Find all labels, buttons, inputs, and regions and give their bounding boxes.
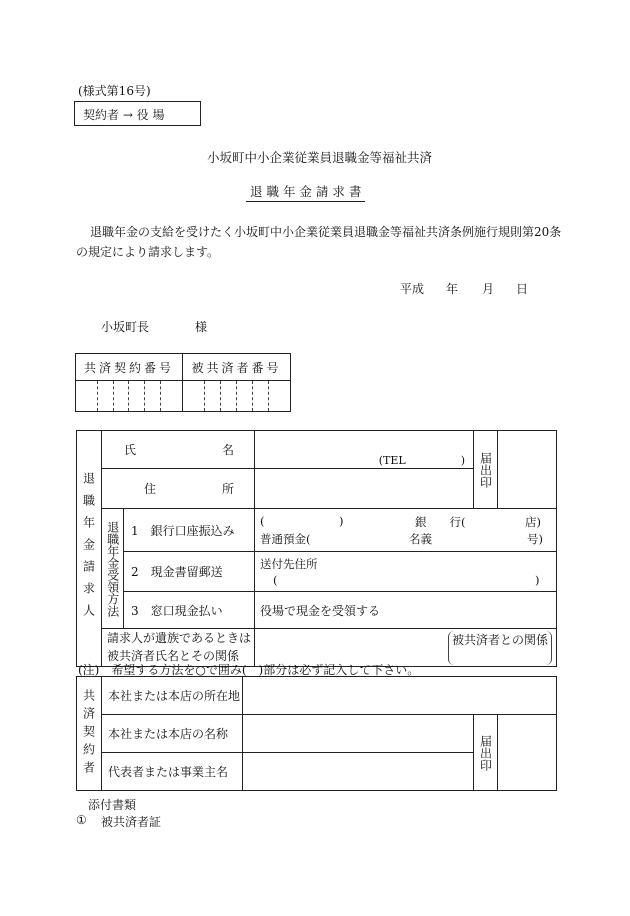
contractor-table: [76, 676, 557, 791]
name-field[interactable]: [255, 431, 474, 469]
contractor-seal-box[interactable]: [498, 715, 557, 791]
insured-number-label: 被共済者番号: [183, 354, 291, 381]
mail-address-field[interactable]: 送付先住所 ( ): [255, 552, 557, 592]
claimant-seal-box[interactable]: [498, 431, 557, 509]
contract-number-field[interactable]: [76, 381, 183, 412]
contractor-rep-field[interactable]: [243, 753, 474, 791]
date-year: 年: [446, 282, 459, 296]
contractor-location-field[interactable]: [243, 677, 557, 715]
attachments-label: 添付書類: [88, 798, 137, 812]
note: (注) 希望する方法を○で囲み( )部分は必ず記入して下さい。: [78, 663, 420, 677]
form-title: 退 職 年 金 請 求 書: [246, 182, 365, 202]
tel-label: (TEL ): [378, 453, 465, 467]
date-month: 月: [482, 282, 495, 296]
routing-box: [74, 101, 201, 126]
address-label: 住 所: [102, 469, 255, 509]
attachment-1-number: ①: [76, 813, 87, 827]
method3-label: 3 窓口現金払い: [124, 592, 255, 629]
contractor-company-field[interactable]: [243, 715, 474, 753]
contractor-company-label: 本社または本店の名称: [102, 715, 243, 753]
claimant-section-label: 退職年金請求人: [77, 431, 102, 667]
method-label: 退職年金受領方法: [102, 509, 124, 629]
contract-number-label: 共済契約番号: [76, 354, 183, 381]
contractor-section-label: 共済契約者: [77, 677, 102, 791]
heir-label: 請求人が遺族であるときは 被共済者氏名とその関係: [102, 629, 255, 667]
addressee-honorific: 様: [195, 320, 208, 334]
method2-label: 2 現金書留郵送: [124, 552, 255, 592]
body-line-1: 退職年金の支給を受けたく小坂町中小企業従業員退職金等福祉共済条例施行規則第20条: [90, 225, 562, 239]
date-era: 平成: [400, 282, 425, 296]
name-label: 氏 名: [102, 431, 255, 469]
body-line-2: の規定により請求します。: [76, 245, 220, 259]
insured-number-field[interactable]: [183, 381, 291, 412]
relation-bracket: [448, 631, 552, 665]
bank-transfer-field[interactable]: ( ) 銀 行( 店) 普通預金( 名義 号): [255, 509, 557, 552]
numbers-table: [75, 353, 291, 412]
organization-name: 小坂町中小企業従業員退職金等福祉共済: [207, 150, 433, 165]
contractor-rep-label: 代表者または事業主名: [102, 753, 243, 791]
form-number: (様式第16号): [78, 84, 151, 98]
attachment-1: 被共済者証: [101, 815, 162, 829]
contractor-location-label: 本社または本店の所在地: [102, 677, 243, 715]
relation-label: 被共済者との関係: [451, 632, 548, 647]
contractor-seal-label: 届出印: [474, 715, 498, 791]
address-field[interactable]: [255, 469, 474, 509]
claimant-seal-label: 届出印: [474, 431, 498, 509]
claimant-table: [76, 430, 557, 667]
routing-label: 契約者 → 役 場: [83, 108, 165, 122]
method3-value: 役場で現金を受領する: [255, 592, 557, 629]
date-day: 日: [516, 282, 529, 296]
method1-label: 1 銀行口座振込み: [124, 509, 255, 552]
addressee-name: 小坂町長: [101, 320, 150, 334]
